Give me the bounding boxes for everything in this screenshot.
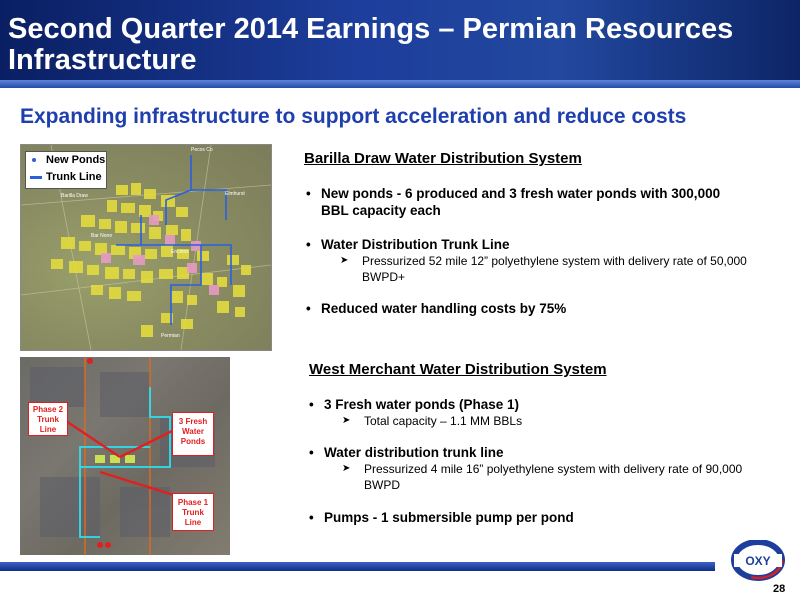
svg-text:Encinos: Encinos [171, 249, 189, 255]
trunk-line-icon [30, 176, 42, 179]
barilla-bullet-3: • Reduced water handling costs by 75% [306, 301, 567, 316]
west-merchant-map [20, 357, 230, 555]
slide-title: Second Quarter 2014 Earnings – Permian Resources Infrastructure [8, 13, 734, 76]
arrow-bullet-icon: ➤ [340, 255, 349, 266]
bottom-band [0, 562, 715, 571]
title-bar [0, 0, 800, 88]
svg-text:Barilla Draw: Barilla Draw [61, 193, 88, 199]
arrow-bullet-icon: ➤ [342, 415, 351, 426]
svg-text:Permian: Permian [161, 333, 180, 339]
svg-text:Pecos Co: Pecos Co [191, 147, 213, 153]
barilla-heading: Barilla Draw Water Distribution System [304, 150, 582, 167]
legend-trunk-line: Trunk Line [30, 171, 102, 183]
svg-text:Bar None: Bar None [91, 233, 113, 239]
merchant-bullet-2: • Water distribution trunk line [309, 445, 504, 460]
barilla-bullet-1: • New ponds - 6 produced and 3 fresh water ponds with 300,000 BBL capacity each [306, 186, 721, 218]
callout-phase1-trunk-line: Phase 1 Trunk Line [172, 493, 214, 531]
oxy-logo [728, 540, 788, 584]
legend-new-ponds: New Ponds [30, 154, 105, 166]
pond-dot-icon [32, 158, 36, 162]
callout-fresh-water-ponds: 3 Fresh Water Ponds [172, 412, 214, 456]
slide-subtitle: Expanding infrastructure to support acceleration and reduce costs [20, 105, 687, 128]
merchant-sub-bullet-1: ➤ Total capacity – 1.1 MM BBLs [342, 414, 523, 428]
map-legend [25, 151, 107, 189]
page-number: 28 [773, 583, 786, 595]
svg-text:Elmhurst: Elmhurst [225, 191, 245, 197]
svg-text:OXY: OXY [745, 554, 771, 568]
merchant-heading: West Merchant Water Distribution System [309, 361, 607, 378]
callout-phase2-trunk-line: Phase 2 Trunk Line [28, 402, 68, 436]
merchant-sub-bullet-2: ➤ Pressurized 4 mile 16” polyethylene system with delivery rate of 90,000 BWPD [342, 462, 743, 492]
barilla-draw-map [20, 144, 272, 351]
barilla-bullet-2: • Water Distribution Trunk Line [306, 237, 510, 252]
arrow-bullet-icon: ➤ [342, 463, 351, 474]
merchant-bullet-3: • Pumps - 1 submersible pump per pond [309, 510, 574, 525]
merchant-bullet-1: • 3 Fresh water ponds (Phase 1) [309, 397, 520, 412]
barilla-sub-bullet: ➤ Pressurized 52 mile 12” polyethylene system with delivery rate of 50,000 BWPD+ [340, 254, 747, 284]
